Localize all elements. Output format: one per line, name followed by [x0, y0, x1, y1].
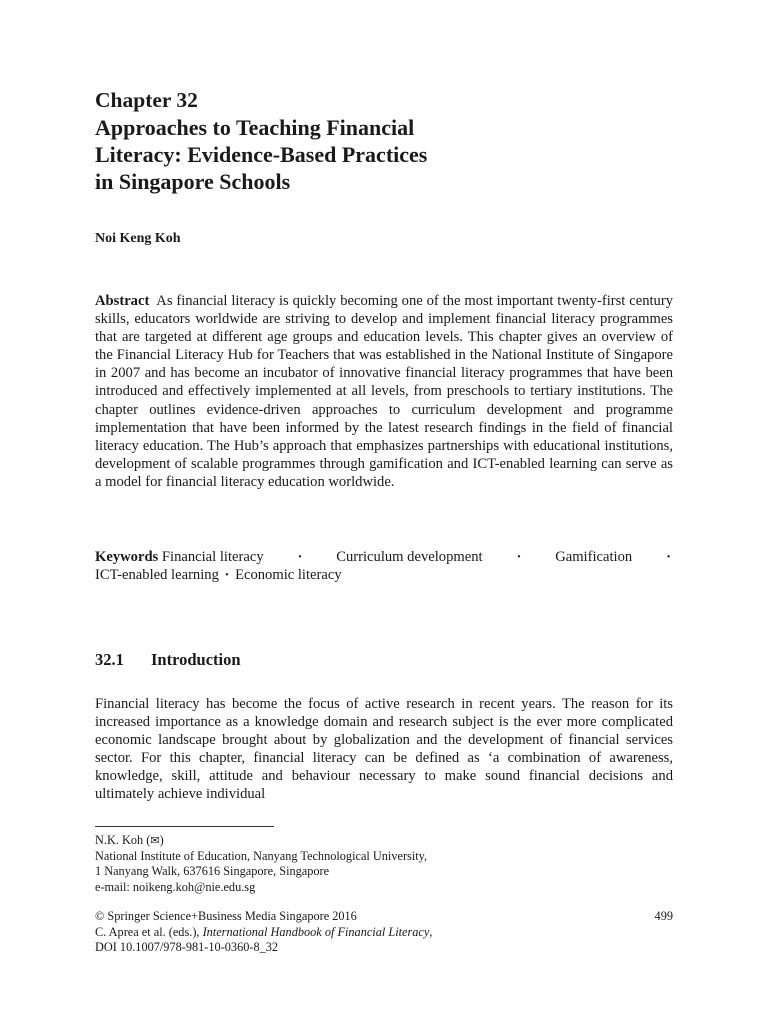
section-heading	[95, 650, 241, 670]
footnote-address: 1 Nanyang Walk, 637616 Singapore, Singapore	[95, 864, 330, 878]
keyword-separator: ·	[297, 549, 303, 565]
keyword: Financial literacy	[161, 549, 264, 565]
footnote-affiliation: National Institute of Education, Nanyang Technological University,	[95, 848, 428, 863]
introduction-paragraph: Financial literacy has become the focus of active research in recent years. The reason for its increased importance as a knowledge domain and research subject is the ever more complicated economic landscape brought about by globalization and the development of financial services sector. For this chapter, financial literacy can be defined as ‘a combination of awareness, knowledge, skill, attitude and behaviour necessary to make sound financial decisions and ultimately achieve individual	[95, 696, 673, 803]
keyword: ICT-enabled learning	[95, 567, 219, 584]
section-title: Introduction	[151, 650, 241, 669]
footnote-author: N.K. Koh (	[95, 833, 151, 847]
keywords-label: Keywords	[95, 549, 159, 565]
keyword: Gamification	[555, 549, 633, 565]
abstract-label: Abstract	[95, 293, 150, 309]
copyright-block	[95, 909, 432, 956]
citation-suffix: ,	[429, 924, 433, 939]
page-number: 499	[654, 909, 673, 923]
abstract-text: As financial literacy is quickly becoming one of the most important twenty-first century skills, educators worldwide are striving to develop and implement financial literacy programmes that are targeted at different age groups and education levels. This chapter gives an overview of the Financial Literacy Hub for Teachers that was established in the National Institute of Singapore in 2007 and has become an incubator of innovative financial literacy programmes that have been introduced and effectively implemented at all levels, from preschools to tertiary institutions. The chapter outlines evidence-driven approaches to curriculum development and programme implementation that have been informed by the latest research findings in the field of financial literacy education. The Hub’s approach that emphasizes partnerships with educational institutions, development of scalable programmes through gamification and ICT-enabled learning can serve as a model for financial literacy education worldwide.	[95, 293, 673, 490]
footnote-author-close: )	[159, 833, 164, 847]
section-number: 32.1	[95, 650, 124, 669]
keyword: Curriculum development	[336, 549, 483, 565]
author-footnote	[95, 833, 427, 895]
chapter-title	[95, 114, 695, 195]
keywords	[95, 548, 673, 584]
keyword: Economic literacy	[235, 567, 342, 584]
citation-prefix: C. Aprea et al. (eds.),	[95, 924, 203, 939]
chapter-title-line: Approaches to Teaching Financial	[95, 115, 415, 140]
envelope-icon: ✉	[150, 834, 160, 847]
keyword-separator: ·	[224, 567, 230, 584]
chapter-title-line: Literacy: Evidence-Based Practices	[95, 142, 428, 167]
chapter-title-line: in Singapore Schools	[95, 169, 291, 194]
keyword-separator: ·	[666, 549, 671, 565]
doi: DOI 10.1007/978-981-10-0360-8_32	[95, 940, 279, 954]
abstract	[95, 292, 673, 491]
author-name: Noi Keng Koh	[95, 231, 181, 246]
footnote-divider	[95, 826, 274, 827]
chapter-label: Chapter 32	[95, 88, 198, 112]
footnote-email: e-mail: noikeng.koh@nie.edu.sg	[95, 879, 256, 894]
copyright-line: © Springer Science+Business Media Singapore 2016	[95, 909, 357, 923]
book-title: International Handbook of Financial Literacy	[202, 924, 430, 939]
keyword-separator: ·	[516, 549, 522, 565]
